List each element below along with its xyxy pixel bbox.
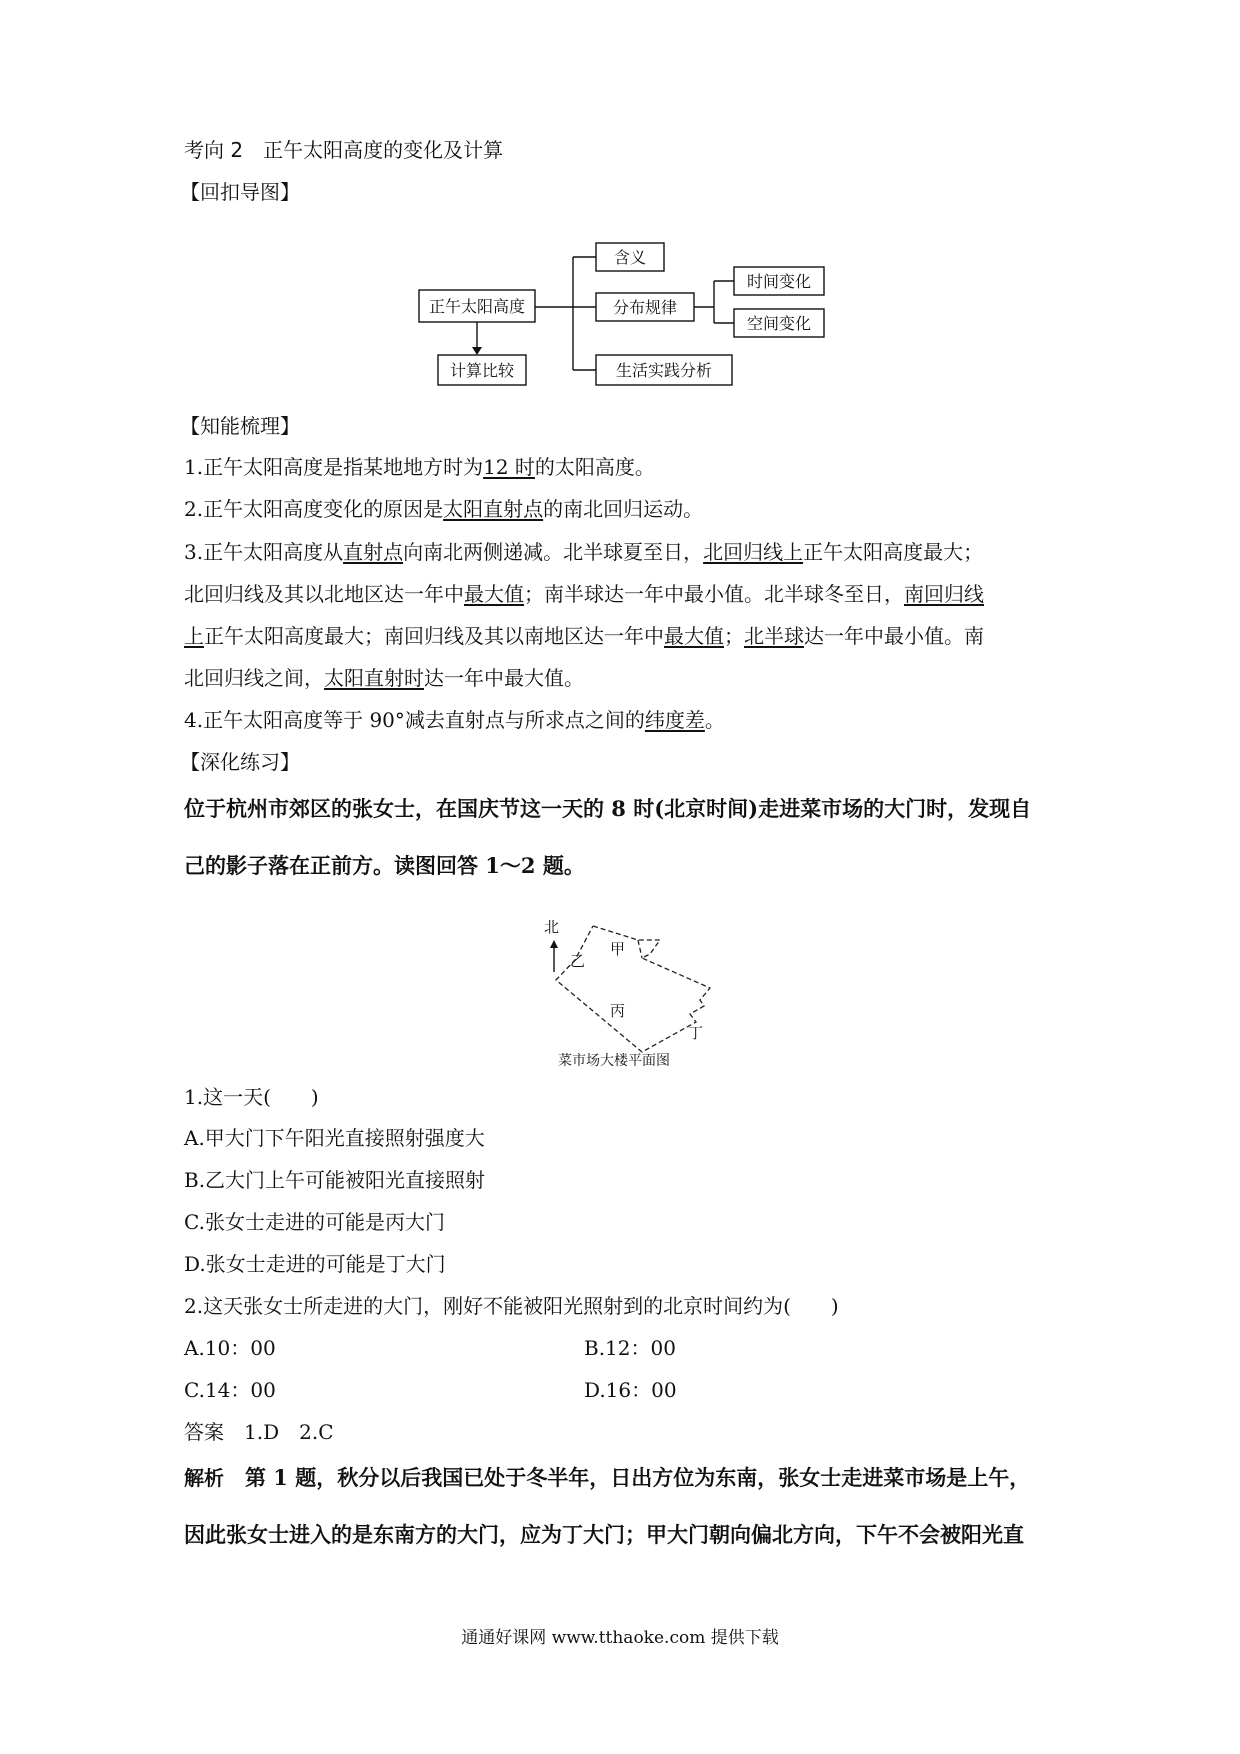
knowledge-point-2: 2.正午太阳高度变化的原因是太阳直射点的南北回归运动。 xyxy=(184,497,704,521)
analysis-label: 解析 xyxy=(184,1466,224,1490)
question-2-option-b: B.12：00 xyxy=(584,1336,676,1360)
blank-answer: 南回归线 xyxy=(904,582,984,606)
node-space-label: 空间变化 xyxy=(746,314,812,333)
answer-label: 答案 xyxy=(184,1420,224,1444)
answer-line xyxy=(184,1418,334,1446)
blank-answer: 直射点 xyxy=(343,540,404,564)
practice-intro-line-1: 位于杭州市郊区的张女士，在国庆节这一天的 8 时(北京时间)走进菜市场的大门时，发现自 xyxy=(184,796,1032,821)
north-label: 北 xyxy=(544,918,560,936)
blank-answer: 北回归线上 xyxy=(703,540,804,564)
figure-caption: 菜市场大楼平面图 xyxy=(558,1053,670,1069)
gate-jia-label: 甲 xyxy=(610,940,626,958)
practice-heading: 【深化练习】 xyxy=(180,750,300,774)
node-calc-label: 计算比较 xyxy=(449,361,515,380)
gate-bing-label: 丙 xyxy=(610,1002,626,1020)
knowledge-point-3-line-4: 北回归线之间，太阳直射时达一年中最大值。 xyxy=(184,666,584,690)
knowledge-point-3-line-2: 北回归线及其以北地区达一年中最大值；南半球达一年中最小值。北半球冬至日，南回归线 xyxy=(184,582,984,606)
gate-yi-label: 乙 xyxy=(570,952,586,970)
node-practice-label: 生活实践分析 xyxy=(615,361,713,380)
node-time-label: 时间变化 xyxy=(746,272,812,291)
blank-answer: 纬度差 xyxy=(644,708,705,732)
market-floor-plan xyxy=(530,910,750,1070)
knowledge-point-3-line-1: 3.正午太阳高度从直射点向南北两侧递减。北半球夏至日，北回归线上正午太阳高度最大； xyxy=(184,540,984,564)
blank-answer: 最大值 xyxy=(664,624,724,648)
node-center-label: 正午太阳高度 xyxy=(428,297,526,316)
question-2-stem: 2.这天张女士所走进的大门，刚好不能被阳光照射到的北京时间约为( ) xyxy=(184,1294,839,1318)
knowledge-point-4: 4.正午太阳高度等于 90°减去直射点与所求点之间的纬度差。 xyxy=(184,708,725,732)
answer-text: 1.D 2.C xyxy=(244,1420,334,1444)
blank-answer: 太阳直射时 xyxy=(324,666,424,690)
section-number: 考向 2 xyxy=(184,138,244,162)
question-2-option-a: A.10：00 xyxy=(184,1336,276,1360)
knowledge-heading: 【知能梳理】 xyxy=(180,414,300,438)
blank-answer: 最大值 xyxy=(464,582,524,606)
question-1-option-b: B.乙大门上午可能被阳光直接照射 xyxy=(184,1168,486,1192)
analysis-line-1: 解析 第 1 题，秋分以后我国已处于冬半年，日出方位为东南，张女士走进菜市场是上午， xyxy=(184,1465,1031,1490)
page-footer: 通通好课网 www.tthaoke.com 提供下载 xyxy=(461,1628,779,1648)
node-meaning-label: 含义 xyxy=(613,248,647,267)
blank-answer: 太阳直射点 xyxy=(443,497,544,521)
question-1-option-d: D.张女士走进的可能是丁大门 xyxy=(184,1252,446,1276)
blank-answer: 上 xyxy=(184,624,204,648)
node-distribution-label: 分布规律 xyxy=(612,298,678,317)
analysis-line-2: 因此张女士进入的是东南方的大门，应为丁大门；甲大门朝向偏北方向，下午不会被阳光直 xyxy=(184,1522,1024,1547)
question-1-option-a: A.甲大门下午阳光直接照射强度大 xyxy=(184,1126,485,1150)
question-2-option-d: D.16：00 xyxy=(584,1378,677,1402)
question-2-options-row-1 xyxy=(184,1334,1044,1362)
question-2-options-row-2 xyxy=(184,1376,1044,1404)
guide-heading: 【回扣导图】 xyxy=(180,180,300,204)
knowledge-point-3-line-3: 上正午太阳高度最大；南回归线及其以南地区达一年中最大值；北半球达一年中最小值。南 xyxy=(184,624,984,648)
building-outline xyxy=(556,926,710,1052)
section-title: 正午太阳高度的变化及计算 xyxy=(263,138,504,162)
question-1-option-c: C.张女士走进的可能是丙大门 xyxy=(184,1210,445,1234)
gate-ding-label: 丁 xyxy=(688,1024,704,1042)
practice-intro-line-2: 己的影子落在正前方。读图回答 1～2 题。 xyxy=(184,853,585,878)
question-2-option-c: C.14：00 xyxy=(184,1378,276,1402)
question-1-stem: 1.这一天( ) xyxy=(184,1085,319,1109)
section-heading xyxy=(184,136,503,164)
knowledge-point-1: 1.正午太阳高度是指某地地方时为12 时的太阳高度。 xyxy=(184,455,655,479)
mind-map xyxy=(416,235,836,395)
blank-answer: 12 时 xyxy=(483,455,535,479)
blank-answer: 北半球 xyxy=(744,624,804,648)
